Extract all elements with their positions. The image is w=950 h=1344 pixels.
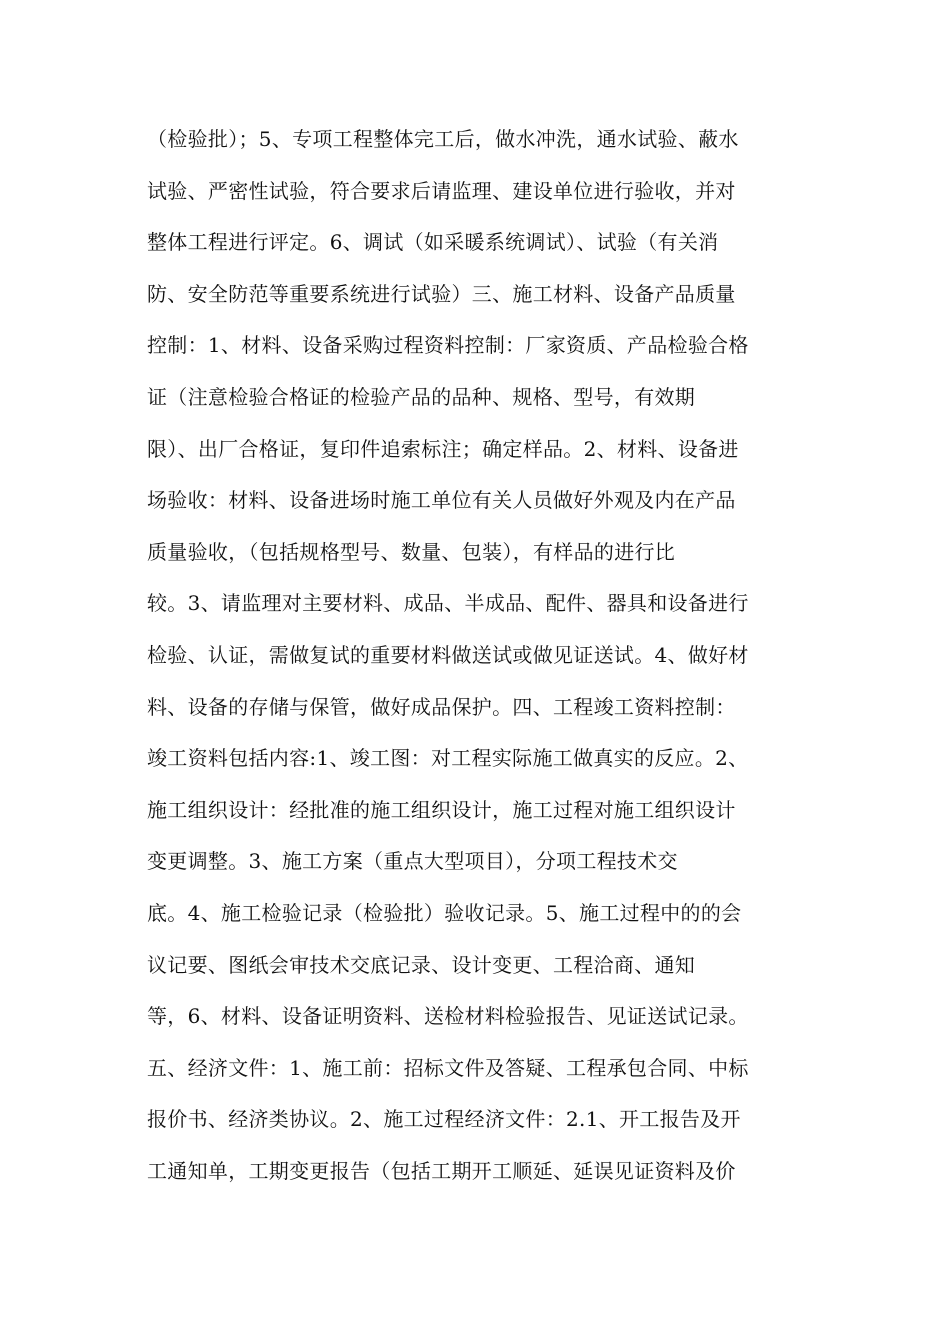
text-line-14: 施工组织设计：经批准的施工组织设计，施工过程对施工组织设计 (147, 797, 736, 822)
text-line-21: 工通知单，工期变更报告（包括工期开工顺延、延误见证资料及价 (147, 1158, 736, 1183)
text-line-17: 议记要、图纸会审技术交底记录、设计变更、工程洽商、通知 (147, 952, 696, 977)
text-line-11: 检验、认证，需做复试的重要材料做送试或做见证送试。4、做好材 (147, 642, 749, 667)
text-line-9: 质量验收，（包括规格型号、数量、包装），有样品的进行比 (147, 539, 676, 564)
text-line-4: 防、安全防范等重要系统进行试验）三、施工材料、设备产品质量 (147, 281, 736, 306)
text-line-8: 场验收：材料、设备进场时施工单位有关人员做好外观及内在产品 (147, 488, 736, 513)
text-line-7: 限）、出厂合格证，复印件追索标注；确定样品。2、材料、设备进 (147, 436, 739, 461)
text-line-2: 试验、严密性试验，符合要求后请监理、建设单位进行验收，并对 (147, 178, 736, 203)
text-line-6: 证（注意检验合格证的检验产品的品种、规格、型号，有效期 (147, 384, 696, 409)
text-line-16: 底。4、施工检验记录（检验批）验收记录。5、施工过程中的的会 (147, 900, 742, 925)
text-line-10: 较。3、请监理对主要材料、成品、半成品、配件、器具和设备进行 (147, 591, 749, 616)
text-line-5: 控制：1、材料、设备采购过程资料控制：厂家资质、产品检验合格 (147, 333, 749, 358)
text-line-15: 变更调整。3、施工方案（重点大型项目），分项工程技术交 (147, 849, 678, 874)
text-line-13: 竣工资料包括内容:1、竣工图：对工程实际施工做真实的反应。2、 (147, 746, 749, 771)
text-line-20: 报价书、经济类协议。2、施工过程经济文件：2.1、开工报告及开 (147, 1107, 741, 1132)
text-line-19: 五、经济文件：1、施工前：招标文件及答疑、工程承包合同、中标 (147, 1055, 749, 1080)
text-line-3: 整体工程进行评定。6、调试（如采暖系统调试）、试验（有关消 (147, 230, 719, 255)
body-text (147, 119, 817, 1202)
text-line-18: 等，6、材料、设备证明资料、送检材料检验报告、见证送试记录。 (147, 1004, 749, 1029)
text-line-12: 料、设备的存储与保管，做好成品保护。四、工程竣工资料控制： (147, 694, 736, 719)
text-line-1: （检验批）；5、专项工程整体完工后，做水冲洗，通水试验、蔽水 (147, 127, 739, 151)
